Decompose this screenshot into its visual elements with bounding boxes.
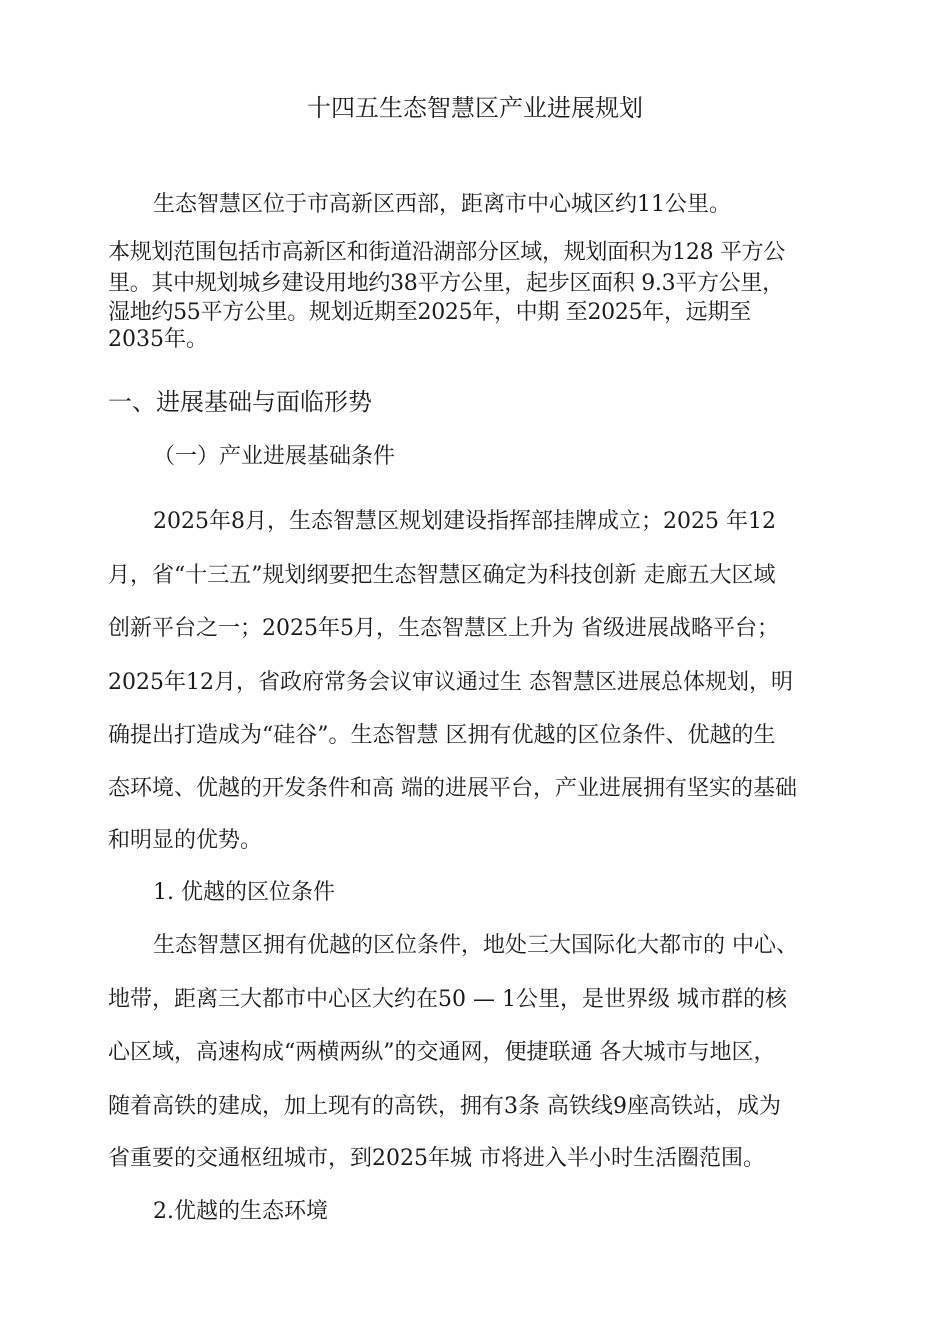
body-paragraph-line: 随着高铁的建成，加上现有的高铁，拥有3条 高铁线9座高铁站，成为 — [108, 1094, 781, 1119]
subsection-heading: （一）产业进展基础条件 — [153, 444, 396, 469]
intro-first-line: 生态智慧区位于市高新区西部，距离市中心城区约11公里。 — [153, 192, 731, 217]
section-heading: 一、进展基础与面临形势 — [108, 388, 372, 416]
body-paragraph-line: 确提出打造成为“硅谷”。生态智慧 区拥有优越的区位条件、优越的生 — [108, 723, 776, 748]
intro-paragraph-line: 2035年。 — [108, 327, 208, 352]
intro-paragraph-line: 里。其中规划城乡建设用地约38平方公里，起步区面积 9.3平方公里， — [108, 271, 784, 296]
body-paragraph-line: 省重要的交通枢纽城市，到2025年城 市将进入半小时生活圈范围。 — [108, 1146, 765, 1171]
body-paragraph-line: 生态智慧区拥有优越的区位条件，地处三大国际化大都市的 中心、 — [153, 933, 798, 958]
item-heading-location: 1. 优越的区位条件 — [153, 880, 335, 905]
intro-paragraph-line: 湿地约55平方公里。规划近期至2025年，中期 至2025年，远期至 — [108, 300, 751, 325]
body-paragraph-line: 心区域，高速构成“两横两纵”的交通网，便捷联通 各大城市与地区， — [108, 1040, 776, 1065]
body-paragraph-line: 地带，距离三大都市中心区大约在50 — 1公里，是世界级 城市群的核 — [108, 987, 787, 1012]
body-paragraph-line: 2025年12月，省政府常务会议审议通过生 态智慧区进展总体规划，明 — [108, 670, 793, 695]
document-title: 十四五生态智慧区产业进展规划 — [307, 94, 643, 122]
item-heading-environment: 2.优越的生态环境 — [153, 1199, 328, 1224]
body-paragraph-line: 创新平台之一；2025年5月，生态智慧区上升为 省级进展战略平台； — [108, 616, 779, 641]
body-paragraph-line: 态环境、优越的开发条件和高 端的进展平台，产业进展拥有坚实的基础 — [108, 776, 797, 801]
body-paragraph-line: 2025年8月，生态智慧区规划建设指挥部挂牌成立；2025 年12 — [153, 509, 776, 534]
body-paragraph-line: 月，省“十三五”规划纲要把生态智慧区确定为科技创新 走廊五大区域 — [108, 563, 776, 588]
intro-paragraph-line: 本规划范围包括市高新区和街道沿湖部分区域，规划面积为128 平方公 — [108, 240, 786, 265]
body-paragraph-line: 和明显的优势。 — [108, 828, 263, 853]
